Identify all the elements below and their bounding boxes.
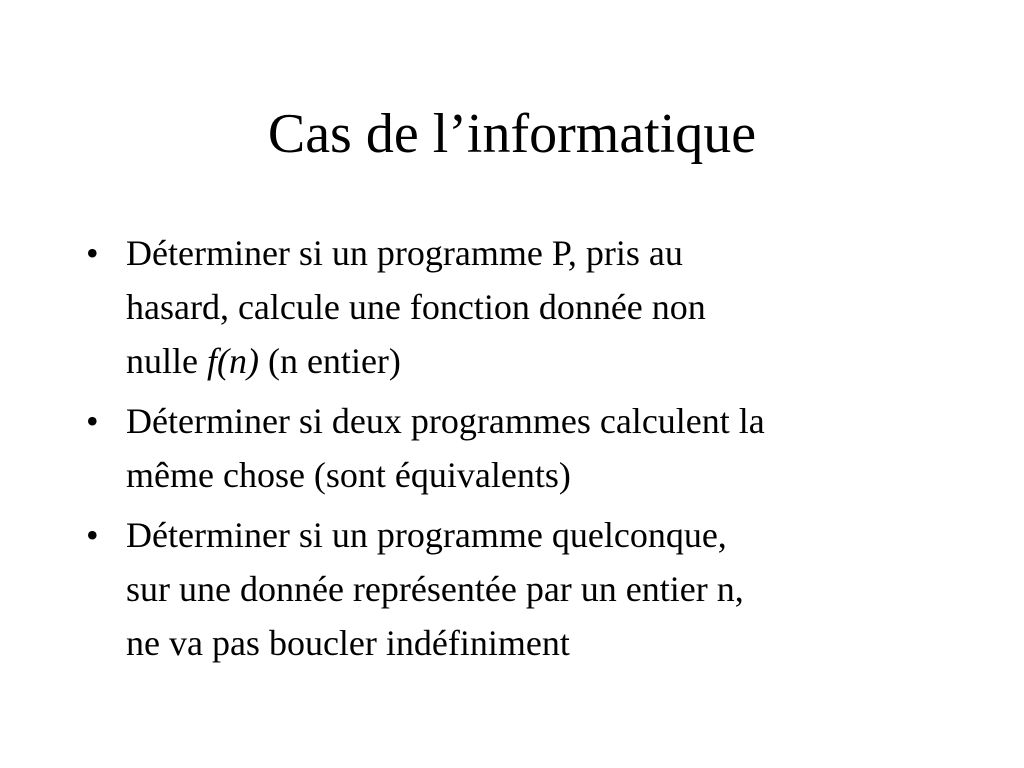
bullet-list [86,226,966,676]
bullet-item-3 [86,508,966,670]
bullet-item-2 [86,394,966,502]
function-notation: f(n) [206,341,259,381]
slide-title: Cas de l’informatique [267,103,757,165]
bullet-3-line-1: Déterminer si un programme quelconque, [126,515,727,555]
bullet-2-line-2: même chose (sont équivalents) [126,455,571,495]
bullet-1-line-3 [126,334,966,388]
bullet-icon: • [86,233,99,273]
bullet-3-line-2: sur une donnée représentée par un entier n, [126,569,744,609]
bullet-1-line-1: Déterminer si un programme P, pris au [126,233,683,273]
bullet-3-line-3: ne va pas boucler indéfiniment [126,623,570,663]
bullet-1-line-3-prefix: nulle [126,341,207,381]
bullet-1-line-3-suffix: (n entier) [258,341,401,381]
bullet-item-1 [86,226,966,388]
bullet-1-line-2: hasard, calcule une fonction donnée non [126,287,706,327]
bullet-icon: • [86,515,99,555]
bullet-2-line-1: Déterminer si deux programmes calculent la [126,401,765,441]
bullet-icon: • [86,401,99,441]
